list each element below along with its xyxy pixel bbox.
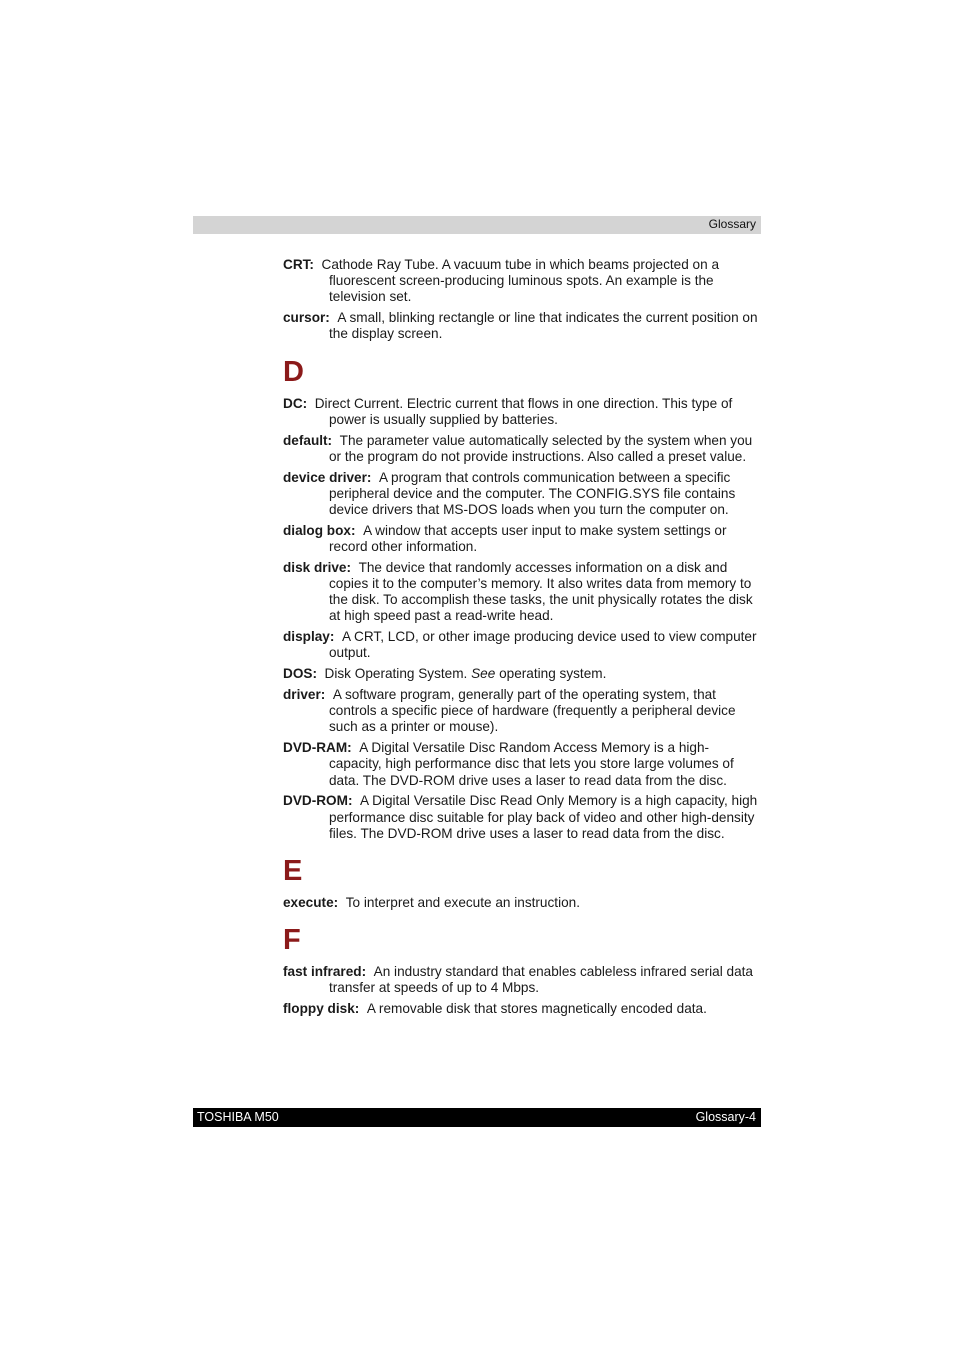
glossary-content [283, 257, 761, 1022]
glossary-definition: The device that randomly accesses information on a disk and copies it to the computer’s memory. It also writes data from memory to the disk. To accomplish these tasks, the unit physically rotates the disk at high speed past a read-write head. [329, 559, 753, 624]
glossary-entry [283, 964, 761, 996]
glossary-term: cursor: [283, 310, 330, 326]
glossary-term: fast infrared [283, 964, 362, 980]
see-reference: See [471, 666, 496, 682]
glossary-entry [283, 257, 761, 306]
glossary-entry [283, 310, 761, 342]
glossary-term: execute: [283, 895, 339, 911]
glossary-term: floppy disk: [283, 1001, 360, 1017]
glossary-definition: The parameter value automatically selected by the system when you or the program do not provide instructions. Also called a preset value. [329, 432, 753, 464]
glossary-entry [283, 666, 761, 682]
glossary-entry [283, 1001, 761, 1017]
glossary-entry [283, 523, 761, 555]
glossary-term: display: [283, 629, 335, 645]
glossary-entry [283, 687, 761, 736]
glossary-definition: A removable disk that stores magnetically encoded data. [366, 1001, 707, 1017]
header-bar [193, 216, 761, 234]
glossary-definition: A small, blinking rectangle or line that indicates the current position on the display screen. [329, 310, 758, 342]
glossary-definition: A Digital Versatile Disc Random Access Memory is a high-capacity, high performance disc that lets you store large volumes of data. The DVD-ROM drive uses a laser to read data from the disc. [329, 740, 734, 788]
section-letter: D [283, 355, 304, 388]
glossary-definition: A software program, generally part of the operating system, that controls a specific piece of hardware (frequently a peripheral device such as a printer or mouse). [329, 687, 736, 735]
glossary-definition: Cathode Ray Tube. A vacuum tube in which beams projected on a fluorescent screen-producing luminous spots. An example is the television set. [321, 257, 720, 305]
glossary-definition: Direct Current. Electric current that flows in one direction. This type of power is usually supplied by batteries. [314, 395, 733, 427]
glossary-entry [283, 740, 761, 789]
glossary-entry [283, 560, 761, 625]
see-target: operating system. [499, 666, 607, 682]
glossary-term: device driver: [283, 469, 372, 485]
glossary-term: DC: [283, 395, 308, 411]
section-letter: F [283, 924, 301, 957]
glossary-term: default: [283, 432, 333, 448]
glossary-term: CRT: [283, 257, 314, 272]
glossary-term: DVD-ROM: [283, 793, 353, 809]
glossary-entry [283, 396, 761, 428]
glossary-definition: To interpret and execute an instruction. [345, 895, 580, 911]
footer-page-number: Glossary-4 [695, 1110, 756, 1124]
glossary-entry [283, 895, 761, 911]
glossary-entry [283, 629, 761, 661]
footer-bar [193, 1108, 761, 1127]
glossary-definition: An industry standard that enables cableless infrared serial data transfer at speeds of up to 4 Mbps. [329, 964, 753, 996]
glossary-term: disk drive: [283, 559, 351, 575]
header-section-title: Glossary [708, 217, 756, 231]
glossary-term: dialog box: [283, 522, 356, 538]
glossary-definition: Disk Operating System. [324, 666, 468, 682]
glossary-definition: A CRT, LCD, or other image producing device used to view computer output. [329, 629, 757, 661]
glossary-term: DOS: [283, 666, 317, 682]
glossary-term: driver: [283, 687, 326, 703]
glossary-entry [283, 433, 761, 465]
glossary-term: DVD-RAM: [283, 740, 352, 756]
glossary-definition: A program that controls communication between a specific peripheral device and the computer. The CONFIG.SYS file contains device drivers that MS-DOS loads when you turn the computer on. [329, 469, 736, 518]
glossary-definition: A window that accepts user input to make system settings or record other information. [329, 522, 727, 555]
section-letter: E [283, 855, 303, 888]
glossary-entry [283, 470, 761, 519]
glossary-definition: A Digital Versatile Disc Read Only Memory is a high capacity, high performance disc suitable for play back of video and other high-density files. The DVD-ROM drive uses a laser to read data from the disc. [329, 793, 758, 841]
glossary-entry [283, 793, 761, 842]
footer-product-name: TOSHIBA M50 [197, 1110, 279, 1124]
term-separator: : [361, 964, 367, 980]
